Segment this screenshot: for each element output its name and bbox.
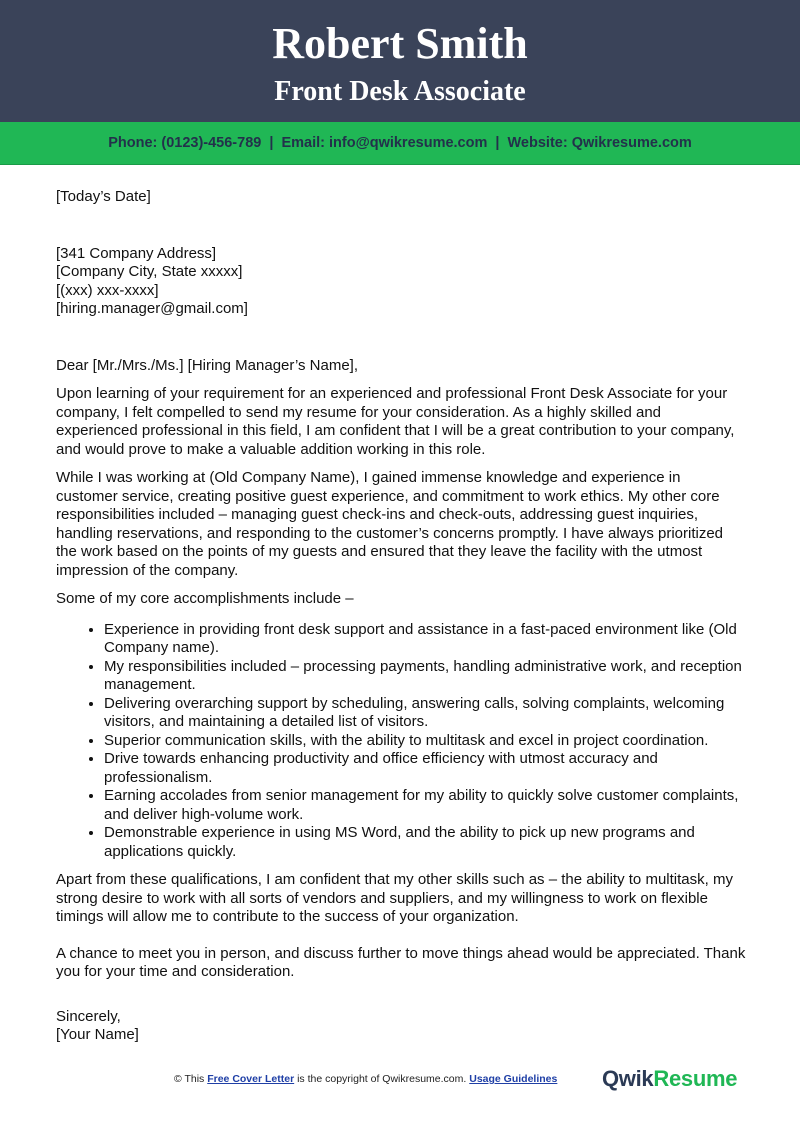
contact-separator: | — [269, 135, 274, 151]
paragraph-closing: A chance to meet you in person, and discuss further to move things ahead would be appreciated. Thank you for your time and consideration. — [56, 944, 746, 980]
contact-website: Website: Qwikresume.com — [507, 135, 692, 151]
resume-header — [0, 0, 800, 122]
logo-part-resume: Resume — [653, 1066, 738, 1091]
address-line: [(xxx) xxx-xxxx] — [56, 281, 159, 299]
copyright-middle: is the copyright of Qwikresume.com. — [294, 1073, 470, 1085]
list-item: • Demonstrable experience in using MS Word, and the ability to pick up new programs and applications quickly. — [104, 824, 746, 861]
copyright-prefix: © This — [174, 1073, 208, 1085]
qwikresume-logo — [602, 1066, 737, 1092]
candidate-name: Robert Smith — [272, 19, 528, 68]
address-line: [341 Company Address] — [56, 244, 217, 262]
job-title: Front Desk Associate — [274, 76, 526, 107]
free-cover-letter-link[interactable]: Free Cover Letter — [207, 1073, 295, 1085]
logo-part-qwik: Qwik — [602, 1066, 654, 1091]
list-item: • Superior communication skills, with the ability to multitask and excel in project coordination. — [104, 732, 746, 751]
recipient-address — [56, 245, 746, 319]
address-line: [Company City, State xxxxx] — [56, 263, 243, 280]
list-item: • Experience in providing front desk support and assistance in a fast-paced environment like (Old Company name). — [104, 621, 746, 658]
copyright-note — [174, 1073, 557, 1085]
letter-body — [56, 188, 746, 1045]
contact-bar — [0, 122, 800, 165]
list-item: • Delivering overarching support by scheduling, answering calls, solving complaints, welcoming visitors, and maintaining a detailed list of visitors. — [104, 695, 746, 732]
paragraph-skills: Apart from these qualifications, I am confident that my other skills such as – the ability to multitask, my strong desire to work with all sorts of vendors and suppliers, and my willingness to work on flexible timings will allow me to contribute to the success of your organization. — [56, 871, 733, 925]
list-item: • My responsibilities included – processing payments, handling administrative work, and reception management. — [104, 658, 746, 695]
list-item: • Drive towards enhancing productivity and office efficiency with utmost accuracy and professionalism. — [104, 750, 746, 787]
paragraph-intro: Upon learning of your requirement for an experienced and professional Front Desk Associate for your company, I felt compelled to send my resume for your consideration. As a highly skilled and experienced professional in this field, I am confident that I will be a great contribution to your company, and would prove to make a valuable addition working in this role. — [56, 385, 735, 458]
closing: Sincerely, — [56, 1007, 121, 1025]
letter-date: [Today’s Date] — [56, 188, 151, 205]
usage-guidelines-link[interactable]: Usage Guidelines — [469, 1073, 558, 1085]
salutation: Dear [Mr./Mrs./Ms.] [Hiring Manager’s Name], — [56, 356, 359, 374]
accomplishments-intro: Some of my core accomplishments include – — [56, 590, 354, 607]
footer — [0, 1066, 800, 1096]
contact-phone: Phone: (0123)-456-789 — [108, 135, 262, 151]
contact-email: Email: info@qwikresume.com — [281, 135, 488, 151]
address-line: [hiring.manager@gmail.com] — [56, 300, 248, 317]
signature: [Your Name] — [56, 1026, 139, 1043]
accomplishments-list — [56, 621, 746, 862]
paragraph-experience: While I was working at (Old Company Name), I gained immense knowledge and experience in customer service, creating positive guest experience, and commitment to work ethics. My other core responsibilities included – managing guest check-ins and check-outs, addressing guest inquiries, handling reservations, and responding to the customer’s concerns promptly. I have always prioritized the work based on the points of my guests and ensured that they leave the facility with the utmost impression of the company. — [56, 469, 724, 579]
contact-separator: | — [495, 135, 500, 151]
list-item: • Earning accolades from senior management for my ability to quickly solve customer complaints, and deliver high-volume work. — [104, 787, 746, 824]
